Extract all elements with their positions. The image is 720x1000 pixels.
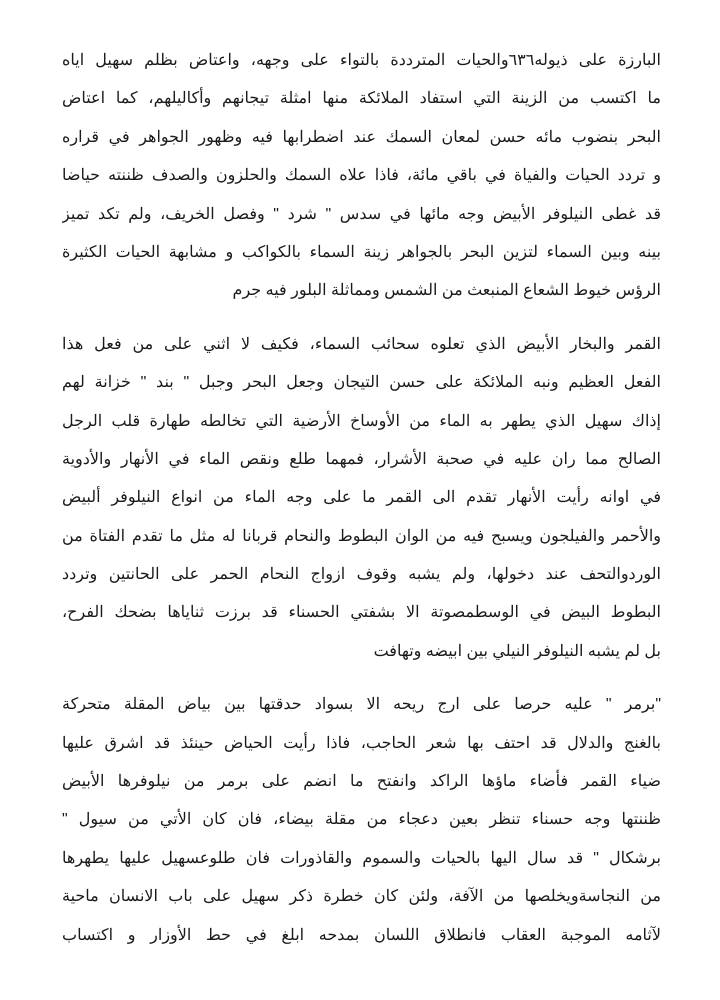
text-line: الصالح مما ران عليه في صحبة الأشرار، فمهما طلع ونقص الماء في الأنهار والأدوية <box>62 450 661 468</box>
text-line: الفعل العظيم ونبه الملائكة على حسن التيجان وجعل البحر وجبل " بند " خزانة لهم <box>62 374 661 392</box>
paragraph-3 <box>62 686 661 955</box>
text-line: "برمر " عليه حرصا على ارج ريحه الا بسواد حدقتها بين بياض المقلة متحركة <box>62 696 661 714</box>
text-line: الرؤس خيوط الشعاع المنبعث من الشمس ومماثلة البلور فيه جرم <box>232 282 661 300</box>
text-line: ظننتها وجه حسناء تنظر بعين دعجاء من مقلة بيضاء، فان كان الأتي من سيول " <box>62 811 661 829</box>
text-line: والأحمر والفيلجون ويسبح فيه من الوان البطوط والنحام قربانا له مثل ما تقدم الفتاة من <box>62 527 661 545</box>
paragraph-1 <box>62 42 661 311</box>
text-line: إذاك سهيل الذي يطهر به الماء من الأوساخ الأرضية التي تخالطه طهارة قلب الرجل <box>62 412 661 430</box>
text-line: لآثامه الموجبة العقاب فانطلاق اللسان بمدحه ابلغ في حط الأوزار و اكتساب <box>62 926 661 944</box>
text-line: في اوانه رأيت الأنهار تقدم الى القمر ما على وجه الماء من انواع النيلوفر ألبيض <box>62 489 661 507</box>
text-line: البطوط البيض في الوسطمصوتة الا بشفتي الحسناء قد برزت ثناياها بضحك الفرح، <box>62 604 661 622</box>
text-line: قد غطى النيلوفر الأبيض وجه مائها في سدس " شرد " وفصل الخريف، ولم تكد تميز <box>62 205 661 223</box>
text-line: من النجاسةويخلصها من الآفة، ولئن كان خطرة ذكر سهيل على باب الانسان ماحية <box>62 888 661 906</box>
document-body <box>62 42 661 955</box>
paragraph-2 <box>62 326 661 672</box>
text-line: بل لم يشبه النيلوفر النيلي بين ابيضه وتهافت <box>373 642 661 660</box>
text-line: البارزة على ذيوله٦٣٦والحيات المترددة بالتواء على وجهه، واعتاض بظلم سهيل اياه <box>62 52 661 69</box>
text-line: بالغنج والدلال قد احتف بها شعر الحاجب، فاذا رأيت الحياض حينئذ قد اشرق عليها <box>62 734 661 752</box>
text-line: الوردوالتحف عند دخولها، ولم يشبه وقوف ازواج النحام الحمر على الحانتين وتردد <box>62 566 661 584</box>
text-line: القمر والبخار الأبيض الذي تعلوه سحائب السماء، فكيف لا اثني على من فعل هذا <box>62 335 661 353</box>
text-line: برشكال " قد سال اليها بالحيات والسموم والقاذورات فان طلوعسهيل عليها يطهرها <box>62 849 661 867</box>
text-line: ما اكتسب من الزينة التي استفاد الملائكة منها امثلة تيجانهم وأكاليلهم، كما اعتاض <box>62 90 661 108</box>
text-line: بينه وبين السماء لتزين البحر بالجواهر زينة السماء بالكواكب و مشابهة الحيات الكثيرة <box>62 243 661 261</box>
text-line: ضياء القمر فأضاء ماؤها الراكد وانفتح ما انضم على برمر من نيلوفرها الأبيض <box>62 773 661 791</box>
text-line: البحر بنضوب مائه حسن لمعان السمك عند اضطرابها فيه وظهور الجواهر في قراره <box>62 128 661 146</box>
text-line: و تردد الحيات والفياة في باقي مائة، فاذا علاه السمك والحلزون والصدف ظننته حياضا <box>62 167 661 185</box>
